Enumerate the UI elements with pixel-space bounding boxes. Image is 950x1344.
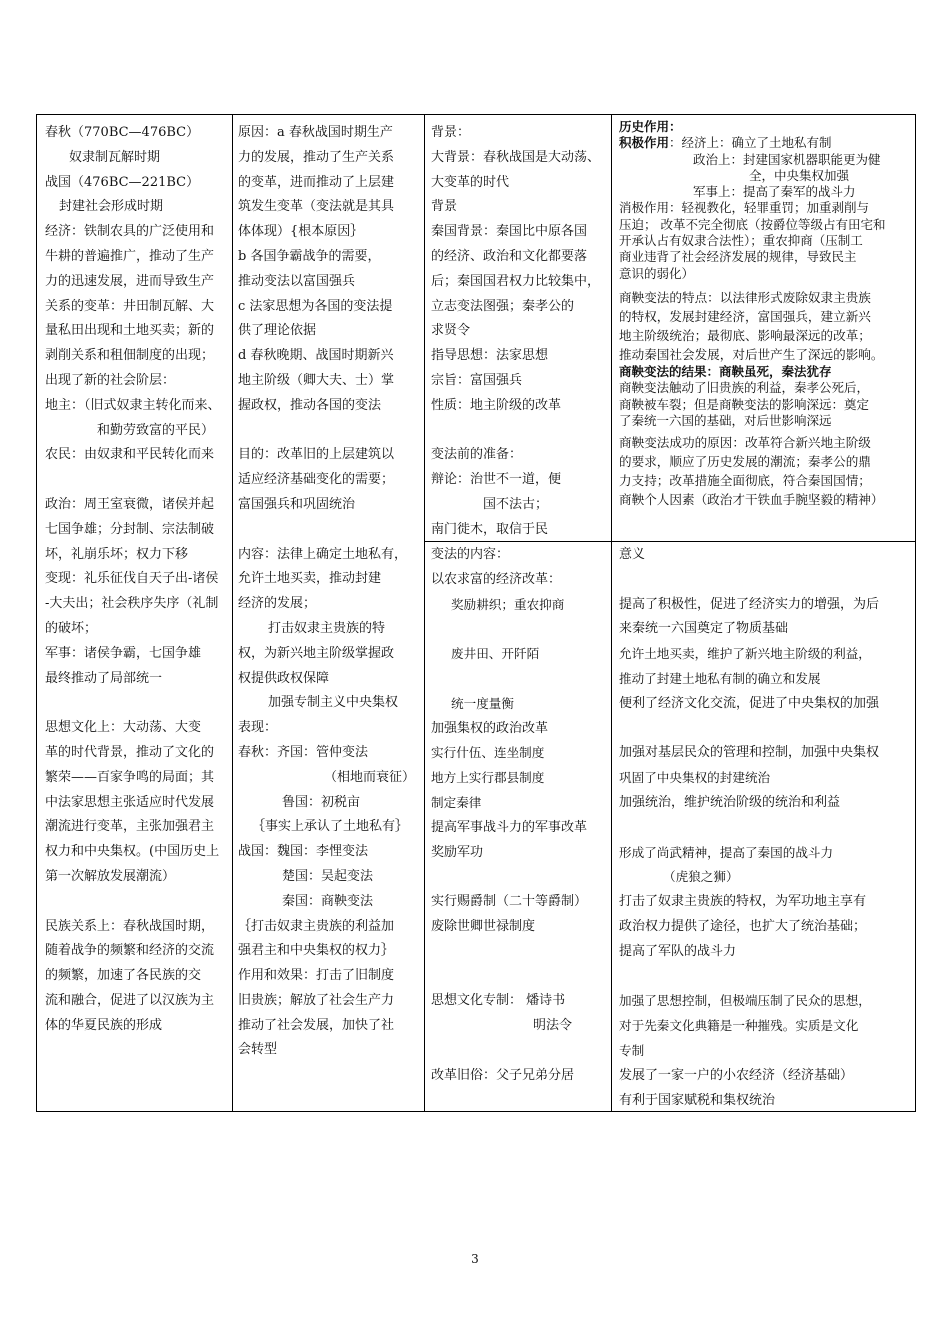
text-line: 打击了奴隶主贵族的特权，为军功地主享有 <box>619 894 867 910</box>
text-line: 后；秦国国君权力比较集中， <box>431 273 601 289</box>
text-line: ｛打击奴隶主贵族的利益加 <box>238 918 395 934</box>
col-significance <box>619 543 915 1113</box>
text-line: 地主阶级统治；最彻底、影响最深远的改革； <box>619 327 871 343</box>
text-line: c 法家思想为各国的变法提 <box>238 298 393 314</box>
text-line: 立志变法图强；秦孝公的 <box>431 298 575 314</box>
text-line: 春秋：齐国：管仲变法 <box>238 744 369 760</box>
text-line: 原因：a 春秋战国时期生产 <box>238 125 393 140</box>
text-line: 的要求，顺应了历史发展的潮流；秦孝公的鼎 <box>619 454 871 470</box>
text-line: 消极作用：轻视教化，轻罪重罚；加重剥削与 <box>619 200 870 216</box>
text-line: 经济的发展； <box>238 596 317 612</box>
text-line: ｛事实上承认了土地私有｝ <box>252 819 409 835</box>
text-line: （虎狼之狮） <box>663 869 739 885</box>
col-background <box>45 121 235 1038</box>
text-line: 变现：礼乐征伐自天子出-诸侯 <box>45 571 219 587</box>
text-line: 商鞅被车裂；但是商鞅变法的影响深远：奠定 <box>619 396 870 412</box>
text-line: 辩论：治世不一道，便 <box>431 472 562 488</box>
text-line: 加强对基层民众的管理和控制，加强中央集权 <box>619 745 880 761</box>
text-line: 革的时代背景，推动了文化的 <box>45 744 215 760</box>
text-line: 供了理论依据 <box>238 323 317 339</box>
text-line: 表现： <box>238 720 278 736</box>
text-line: 来秦统一六国奠定了物质基础 <box>619 621 789 637</box>
text-line: 专制 <box>619 1042 645 1058</box>
text-line: 推动秦国社会发展，对后世产生了深远的影响。 <box>619 346 884 362</box>
text-line: 作用和效果：打击了旧制度 <box>238 968 395 984</box>
text-line: （相地而衰征） <box>324 769 416 785</box>
text-line: d 春秋晚期、战国时期新兴 <box>238 348 394 364</box>
text-line: 强君主和中央集权的权力｝ <box>238 943 395 959</box>
text-line: 政治权力提供了途径，也扩大了统治基础； <box>619 918 867 934</box>
text-line: 提高军事战斗力的军事改革 <box>431 819 588 835</box>
text-line: 商鞅变法触动了旧贵族的利益，秦孝公死后， <box>619 380 870 396</box>
text-line: 指导思想：法家思想 <box>431 348 549 364</box>
text-line: 秦国：商鞅变法 <box>282 893 374 909</box>
text-line: 楚国：吴起变法 <box>282 868 374 884</box>
text-line: 加强专制主义中央集权 <box>268 695 399 711</box>
text-line: 繁荣——百家争鸣的局面；其 <box>45 769 215 785</box>
text-line: 求贤令 <box>431 323 471 339</box>
text-line: 内容：法律上确定土地私有， <box>238 546 408 562</box>
text-line: 民族关系上：春秋战国时期， <box>45 918 215 934</box>
col-historical-role <box>619 119 919 509</box>
text-line: 宗旨：富国强兵 <box>431 372 523 388</box>
text-line: 背景 <box>431 199 458 215</box>
text-line: 变法前的准备： <box>431 447 523 463</box>
text-line: 实行什伍、连坐制度 <box>431 745 545 761</box>
text-line: 力支持；改革措施全面彻底，符合秦国国情； <box>619 473 871 489</box>
text-line: 允许土地买卖，推动封建 <box>238 571 382 587</box>
text-line: 历史作用： <box>619 119 682 134</box>
text-line: 巩固了中央集权的封建统治 <box>619 770 771 786</box>
text-line: 政治上：封建国家机器职能更为健 <box>693 151 881 167</box>
text-line: 意识的弱化） <box>619 265 695 281</box>
text-line: 权，为新兴地主阶级掌握政 <box>238 645 395 661</box>
text-line: 实行赐爵制（二十等爵制） <box>431 894 588 910</box>
text-line: 握政权，推动各国的变法 <box>238 397 382 413</box>
text-line: 废除世卿世禄制度 <box>431 918 536 934</box>
text-line: 七国争雄；分封制、宗法制破 <box>45 521 215 537</box>
text-line: 最终推动了局部统一 <box>45 670 163 686</box>
text-line: 的破坏； <box>45 620 98 636</box>
text-line: 全，中央集权加强 <box>749 167 850 183</box>
text-line: 关系的变革：井田制瓦解、大 <box>45 298 215 314</box>
text-line: 春秋（770BC—476BC） <box>45 125 200 140</box>
col-reform-content <box>431 543 613 1089</box>
text-line: 打击奴隶主贵族的特 <box>268 620 386 636</box>
text-line: 统一度量衡 <box>451 695 514 711</box>
text-line: 提高了军队的战斗力 <box>619 943 737 959</box>
text-line: 大变革的时代 <box>431 174 510 190</box>
text-line: 加强了思想控制，但极端压制了民众的思想， <box>619 993 871 1009</box>
text-line: 的频繁，加速了各民族的交 <box>45 968 202 984</box>
text-line: 地主：（旧式奴隶主转化而来、 <box>45 397 221 413</box>
text-line: 的变革，进而推动了上层建 <box>238 174 395 190</box>
text-line: 农民：由奴隶和平民转化而来 <box>45 447 215 463</box>
text-line: 提高了积极性，促进了经济实力的增强，为后 <box>619 596 880 612</box>
text-line: 适应经济基础变化的需要； <box>238 472 395 488</box>
text-line: 了秦统一六国的基础，对后世影响深远 <box>619 412 832 428</box>
text-line: 秦国背景：秦国比中原各国 <box>431 224 588 240</box>
text-line: 体体现）{根本原因｝ <box>238 224 364 240</box>
text-line: b 各国争霸战争的需要， <box>238 248 381 264</box>
text-line: 中法家思想主张适应时代发展 <box>45 794 215 810</box>
text-line: 会转型 <box>238 1042 278 1058</box>
text-line: 商鞅变法的特点：以法律形式废除奴隶主贵族 <box>619 289 871 305</box>
text-line: 军事上：提高了秦军的战斗力 <box>693 184 856 200</box>
text-line: 潮流进行变革，主张加强君主 <box>45 819 215 835</box>
text-line: 性质：地主阶级的改革 <box>431 397 562 413</box>
col-background-qin <box>431 121 613 543</box>
text-line: 坏，礼崩乐坏；权力下移 <box>45 546 189 562</box>
text-line: 随着战争的频繁和经济的交流 <box>45 943 215 959</box>
text-line: 开承认占有奴隶合法性）；重农抑商（压制工 <box>619 233 863 249</box>
text-line: 体的华夏民族的形成 <box>45 1017 163 1033</box>
col-reasons <box>238 121 424 1063</box>
text-line: 加强集权的政治改革 <box>431 720 549 736</box>
text-line: 推动了社会发展，加快了社 <box>238 1017 395 1033</box>
text-line: 奖励军功 <box>431 844 484 860</box>
text-line: 商鞅个人因素（政治才干铁血手腕坚毅的精神） <box>619 492 884 508</box>
text-line: 战国（476BC—221BC） <box>45 174 200 190</box>
text-line: 地主阶级（卿大夫、士）掌 <box>238 372 395 388</box>
text-line: 推动变法以富国强兵 <box>238 273 356 289</box>
text-line: 背景： <box>431 125 471 140</box>
text-line: 对于先秦文化典籍是一种摧残。实质是文化 <box>619 1018 859 1034</box>
text-line: 便利了经济文化交流，促进了中央集权的加强 <box>619 695 880 711</box>
text-line: 发展了一家一户的小农经济（经济基础） <box>619 1067 854 1083</box>
text-line: 第一次解放发展潮流） <box>45 868 176 884</box>
text-line: 政治：周王室衰微，诸侯并起 <box>45 496 215 512</box>
text-line: 战国：魏国：李悝变法 <box>238 844 369 860</box>
text-line: 牛耕的普遍推广，推动了生产 <box>45 248 215 264</box>
text-line: 大背景：春秋战国是大动荡、 <box>431 149 601 165</box>
text-line: 流和融合，促进了以汉族为主 <box>45 992 215 1008</box>
text-line: 有利于国家赋税和集权统治 <box>619 1092 776 1108</box>
text-line: 国不法古； <box>483 496 549 512</box>
text-line: 改革旧俗：父子兄弟分居 <box>431 1067 575 1083</box>
text-line: 商鞅变法成功的原因：改革符合新兴地主阶级 <box>619 435 871 451</box>
text-line: 思想文化专制： 燔诗书 <box>431 993 566 1009</box>
text-line: 经济：铁制农具的广泛使用和 <box>45 224 215 240</box>
text-line: 的特权，发展封建经济，富国强兵，建立新兴 <box>619 308 871 324</box>
text-line: 奖励耕织；重农抑商 <box>451 596 565 612</box>
text-line: 筑发生变革（变法就是其具 <box>238 199 395 215</box>
text-line: 商业违背了社会经济发展的规律，导致民主 <box>619 249 857 265</box>
text-line: 出现了新的社会阶层： <box>45 372 176 388</box>
text-line: 加强统治，维护统治阶级的统治和利益 <box>619 794 841 810</box>
text-line: 军事：诸侯争霸，七国争雄 <box>45 645 202 661</box>
text-line: 鲁国：初税亩 <box>282 794 361 810</box>
text-line: 力的发展，推动了生产关系 <box>238 149 395 165</box>
text-line: 积极作用：经济上：确立了土地私有制 <box>619 135 832 151</box>
text-line: 的经济、政治和文化都要落 <box>431 248 588 264</box>
text-line: 制定秦律 <box>431 794 482 810</box>
text-line: 意义 <box>619 547 646 562</box>
text-line: 以农求富的经济改革： <box>431 571 562 587</box>
text-line: 商鞅变法的结果：商鞅虽死，秦法犹存 <box>619 363 832 379</box>
notes-table <box>36 114 916 1112</box>
text-line: 压迫； 改革不完全彻底（按爵位等级占有田宅和 <box>619 216 886 232</box>
text-line: 剥削关系和租佃制度的出现； <box>45 348 215 364</box>
column-divider <box>424 115 425 1111</box>
text-line: 权提供政权保障 <box>238 670 330 686</box>
text-line: -大夫出；社会秩序失序（礼制 <box>45 596 219 612</box>
text-line: 目的：改革旧的上层建筑以 <box>238 447 395 463</box>
text-line: 富国强兵和巩固统治 <box>238 496 356 512</box>
text-line: 形成了尚武精神，提高了秦国的战斗力 <box>619 844 834 860</box>
text-line: 量私田出现和土地买卖；新的 <box>45 323 215 339</box>
text-line: 封建社会形成时期 <box>59 199 164 215</box>
page-number: 3 <box>471 1252 479 1266</box>
text-line: 权力和中央集权。(中国历史上 <box>45 844 220 860</box>
text-line: 废井田、开阡陌 <box>451 646 540 662</box>
text-line: 变法的内容： <box>431 547 510 562</box>
text-line: 推动了封建土地私有制的确立和发展 <box>619 670 821 686</box>
text-line: 允许土地买卖，维护了新兴地主阶级的利益， <box>619 646 871 662</box>
text-line: 力的迅速发展，进而导致生产 <box>45 273 215 289</box>
text-line: 地方上实行郡县制度 <box>431 770 545 786</box>
text-line: 南门徙木，取信于民 <box>431 521 549 537</box>
text-line: 明法令 <box>533 1018 573 1034</box>
text-line: 奴隶制瓦解时期 <box>69 149 161 165</box>
text-line: 和勤劳致富的平民） <box>97 422 215 438</box>
text-line: 旧贵族；解放了社会生产力 <box>238 992 395 1008</box>
text-line: 思想文化上：大动荡、大变 <box>45 720 202 736</box>
